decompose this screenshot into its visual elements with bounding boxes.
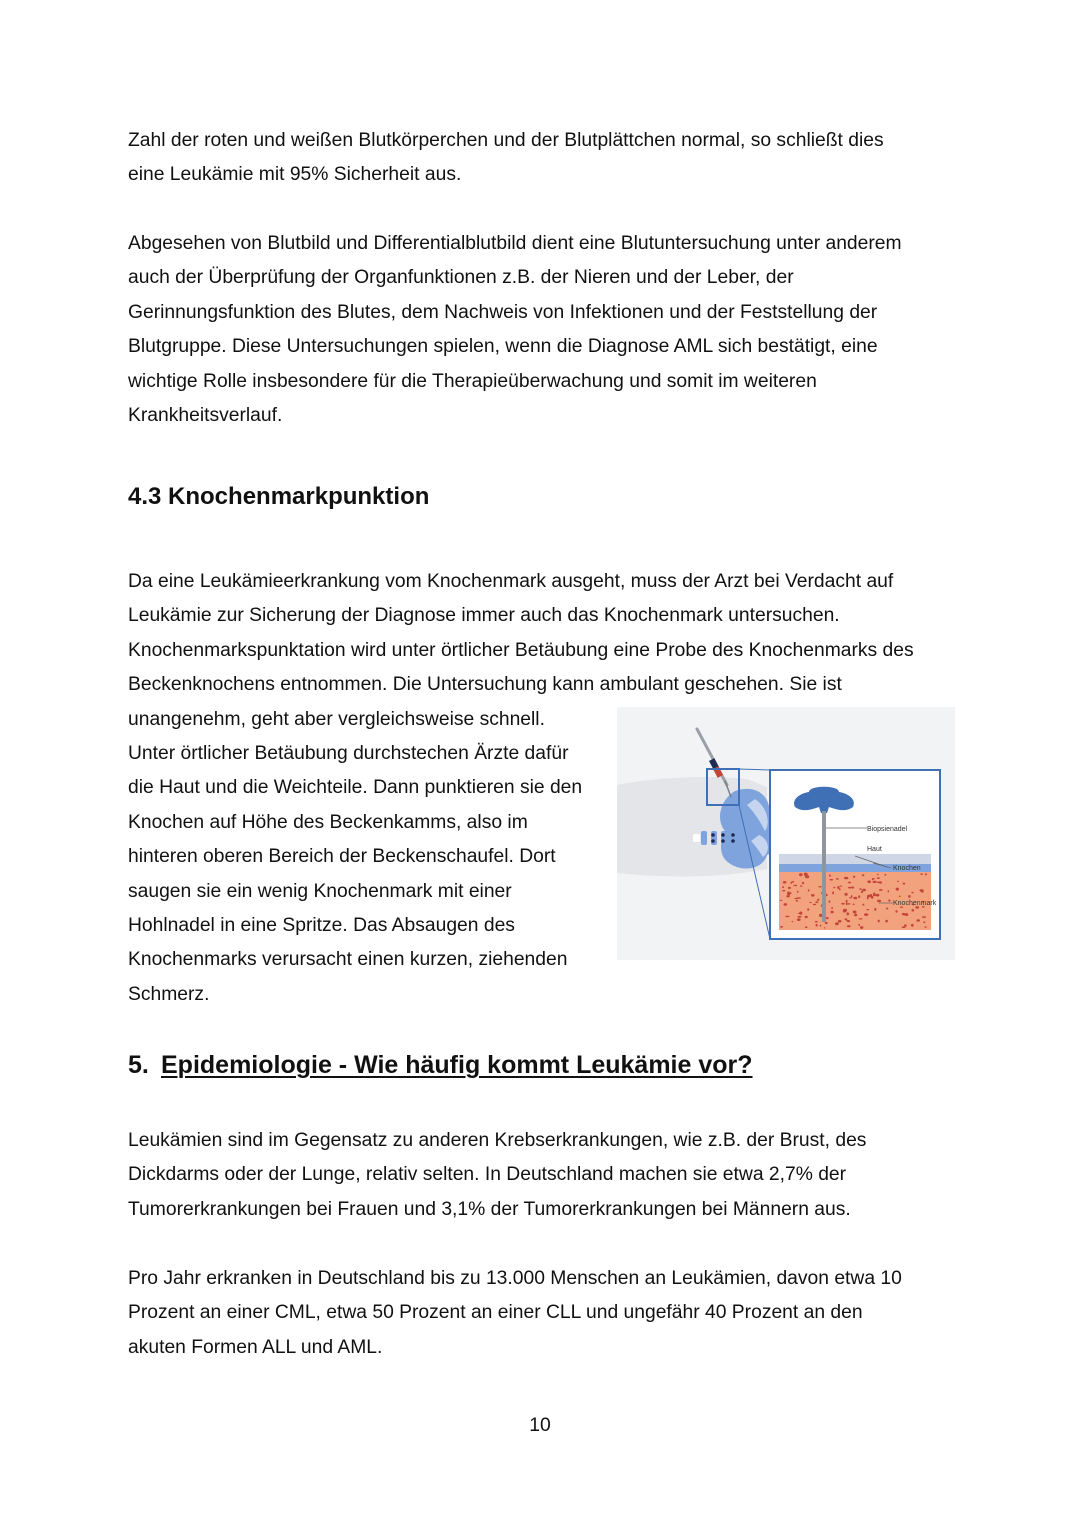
marrow-cell	[853, 897, 857, 900]
marrow-cell	[895, 910, 897, 913]
marrow-cell	[780, 926, 783, 928]
marrow-cell	[853, 876, 855, 878]
marrow-cell	[884, 874, 886, 876]
marrow-cell	[923, 921, 925, 923]
marrow-cell	[841, 903, 844, 905]
text-line: Hohlnadel in eine Spritze. Das Absaugen des	[128, 915, 515, 937]
marrow-cell	[886, 908, 888, 910]
marrow-cell	[925, 873, 927, 875]
marrow-cell	[813, 904, 816, 905]
marrow-cell	[846, 920, 849, 921]
marrow-cell	[862, 889, 866, 892]
paragraph-epidemiology-1	[128, 1124, 866, 1227]
marrow-cell	[815, 901, 818, 903]
paragraph-epidemiology-2	[128, 1262, 902, 1365]
marrow-cell	[793, 885, 797, 886]
marrow-cell	[920, 873, 922, 875]
marrow-cell	[877, 874, 879, 876]
marrow-cell	[853, 904, 855, 906]
marrow-cell	[848, 887, 852, 889]
text-line: Abgesehen von Blutbild und Differentialblutbild dient eine Blutuntersuchung unter anderem	[128, 233, 902, 254]
marrow-cell	[785, 916, 789, 917]
marrow-cell	[848, 882, 851, 884]
marrow-cell	[858, 895, 860, 898]
text-line: Pro Jahr erkranken in Deutschland bis zu 13.000 Menschen an Leukämien, davon etwa 10	[128, 1268, 902, 1289]
label-bone: Knochen	[893, 865, 921, 872]
text-line: Leukämie zur Sicherung der Diagnose immer auch das Knochenmark untersuchen.	[128, 605, 840, 627]
marrow-cell	[829, 874, 831, 877]
marrow-cell	[845, 918, 848, 920]
marrow-cell	[896, 888, 899, 891]
marrow-cell	[824, 927, 826, 928]
marrow-cell	[797, 918, 801, 921]
text-line: Prozent an einer CML, etwa 50 Prozent an einer CLL und ungefähr 40 Prozent an den	[128, 1302, 863, 1324]
marrow-cell	[859, 888, 862, 890]
text-line: Unter örtlicher Betäubung durchstechen Ärzte dafür	[128, 743, 569, 765]
text-line: Gerinnungsfunktion des Blutes, dem Nachweis von Infektionen und der Feststellung der	[128, 301, 878, 323]
marrow-cell	[802, 882, 804, 884]
marrow-cell	[873, 881, 877, 883]
marrow-cell	[872, 879, 874, 881]
marrow-cell	[783, 881, 787, 884]
marrow-cell	[877, 877, 880, 879]
marrow-cell	[780, 900, 783, 901]
marrow-cell	[833, 887, 835, 889]
marrow-cell	[805, 916, 808, 918]
marrow-cell	[796, 900, 799, 902]
marrow-cell	[782, 890, 785, 891]
marrow-cell	[816, 924, 818, 927]
marrow-cell	[867, 896, 869, 899]
marrow-cell	[847, 912, 850, 915]
text-line: Dickdarms oder der Lunge, relativ selten. In Deutschland machen sie etwa 2,7% der	[128, 1164, 847, 1186]
marrow-cell	[794, 898, 798, 899]
marrow-cell	[836, 878, 839, 880]
text-line: unangenehm, geht aber vergleichsweise schnell.	[128, 708, 545, 730]
marrow-cell	[922, 916, 926, 918]
marrow-cell	[799, 912, 802, 915]
text-line: Krankheitsverlauf.	[128, 405, 283, 427]
marrow-cell	[888, 890, 890, 892]
text-line: Blutgruppe. Diese Untersuchungen spielen, wenn die Diagnose AML sich bestätigt, eine	[128, 336, 878, 358]
marrow-cell	[837, 886, 839, 889]
heading-title: Epidemiologie - Wie häufig kommt Leukämie vor?	[161, 1051, 753, 1079]
marrow-cell	[888, 899, 890, 901]
marrow-cell	[908, 895, 911, 898]
marrow-cell	[840, 886, 843, 887]
marrow-cell	[871, 896, 874, 899]
text-line: saugen sie ein wenig Knochenmark mit einer	[128, 880, 512, 902]
marrow-cell	[831, 911, 834, 914]
marrow-cell	[838, 920, 842, 923]
text-line: die Haut und die Weichteile. Dann punktieren sie den	[128, 777, 583, 799]
text-line: Knochenmarkspunktation wird unter örtlicher Betäubung eine Probe des Knochenmarks des	[128, 639, 914, 661]
marrow-cell	[897, 881, 899, 882]
marrow-cell	[788, 887, 791, 889]
heading-section-5	[128, 1049, 753, 1081]
marrow-cell	[902, 926, 906, 928]
marrow-cell	[807, 908, 809, 911]
marrow-cell	[835, 922, 839, 925]
bone-marrow-biopsy-illustration	[617, 707, 955, 960]
text-line: akuten Formen ALL und AML.	[128, 1336, 383, 1358]
marrow-cell	[862, 874, 865, 876]
marrow-cell	[784, 903, 788, 906]
text-line: Leukämien sind im Gegensatz zu anderen Krebserkrankungen, wie z.B. der Brust, des	[128, 1130, 867, 1151]
marrow-cell	[873, 895, 877, 896]
marrow-cell	[817, 899, 819, 900]
marrow-cell	[877, 882, 880, 884]
marrow-cell	[800, 885, 803, 886]
marrow-cell	[879, 889, 883, 891]
marrow-cell	[829, 900, 831, 902]
marrow-cell	[847, 925, 851, 927]
marrow-cell	[799, 873, 803, 876]
text-line: Knochenmarks verursacht einen kurzen, ziehenden	[128, 949, 568, 971]
label-skin: Haut	[867, 846, 882, 853]
marrow-cell	[849, 897, 852, 898]
text-line: Da eine Leukämieerkrankung vom Knochenmark ausgeht, muss der Arzt bei Verdacht auf	[128, 571, 894, 592]
marrow-cell	[878, 920, 880, 923]
marrow-cell	[904, 924, 907, 926]
marrow-cell	[830, 879, 834, 881]
marrow-cell	[854, 914, 857, 917]
marrow-cell	[867, 880, 871, 883]
marrow-cell	[804, 873, 808, 876]
marrow-cell	[859, 918, 863, 919]
marrow-cell	[874, 908, 876, 911]
marrow-cell	[792, 881, 794, 883]
marrow-cell	[786, 895, 790, 897]
marrow-cell	[912, 909, 915, 912]
marrow-cell	[831, 907, 833, 909]
paragraph-blood-count-end	[128, 124, 884, 193]
marrow-cell	[797, 891, 799, 893]
heading-section-4-3: 4.3 Knochenmarkpunktion	[128, 483, 430, 510]
marrow-cell	[885, 920, 888, 923]
marrow-cell	[843, 911, 847, 912]
text-line: Tumorerkrankungen bei Frauen und 3,1% der Tumorerkrankungen bei Männern aus.	[128, 1198, 851, 1220]
marrow-cell	[805, 926, 808, 928]
label-bone-marrow: Knochenmark	[893, 900, 937, 907]
paragraph-blood-test	[128, 227, 902, 433]
marrow-cell	[809, 902, 811, 903]
marrow-cell	[877, 900, 881, 903]
marrow-cell	[862, 904, 864, 906]
marrow-cell	[787, 891, 790, 894]
text-line: eine Leukämie mit 95% Sicherheit aus.	[128, 164, 462, 186]
marrow-cell	[866, 909, 869, 910]
marrow-cell	[832, 891, 834, 894]
marrow-cell	[797, 916, 801, 918]
skin-layer	[779, 854, 931, 864]
marrow-cell	[782, 886, 784, 888]
text-line: auch der Überprüfung der Organfunktionen z.B. der Nieren und der Leber, der	[128, 267, 794, 289]
label-biopsy-needle: Biopsienadel	[867, 826, 908, 833]
marrow-cell	[851, 886, 854, 888]
marrow-cell	[924, 926, 926, 927]
heading-number: 5.	[128, 1051, 149, 1079]
marrow-cell	[825, 922, 828, 924]
marrow-cell	[846, 902, 848, 905]
marrow-cell	[916, 919, 920, 921]
text-line: Zahl der roten und weißen Blutkörperchen und der Blutplättchen normal, so schließt dies	[128, 130, 884, 151]
marrow-cell	[811, 894, 815, 897]
marrow-cell	[791, 882, 793, 884]
marrow-cell	[920, 889, 924, 892]
marrow-cell	[792, 921, 794, 922]
marrow-cell	[808, 889, 810, 891]
marrow-cell	[820, 925, 822, 927]
needle-in-marrow	[822, 854, 826, 922]
marrow-cell	[858, 924, 860, 926]
marrow-cell	[844, 877, 848, 879]
marrow-cell	[845, 893, 848, 896]
text-line: Knochen auf Höhe des Beckenkamms, also im	[128, 811, 528, 833]
marrow-cell	[870, 894, 872, 895]
marrow-cell	[899, 896, 901, 898]
page-number: 10	[529, 1415, 551, 1436]
marrow-cell	[860, 926, 863, 929]
marrow-cell	[911, 892, 913, 894]
marrow-cell	[853, 911, 857, 914]
marrow-cell	[818, 886, 822, 887]
marrow-cell	[864, 913, 868, 916]
text-line: Beckenknochens entnommen. Die Untersuchung kann ambulant geschehen. Sie ist	[128, 674, 842, 696]
text-line: wichtige Rolle insbesondere für die Therapieüberwachung und somit im weiteren	[128, 370, 817, 392]
marrow-cell	[903, 913, 907, 915]
marrow-cell	[903, 883, 906, 885]
marrow-cell	[826, 917, 829, 919]
text-line: hinteren oberen Bereich der Beckenschaufel. Dort	[128, 846, 556, 868]
text-line: Schmerz.	[128, 983, 210, 1005]
marrow-cell	[911, 924, 914, 927]
marrow-cell	[815, 921, 818, 923]
